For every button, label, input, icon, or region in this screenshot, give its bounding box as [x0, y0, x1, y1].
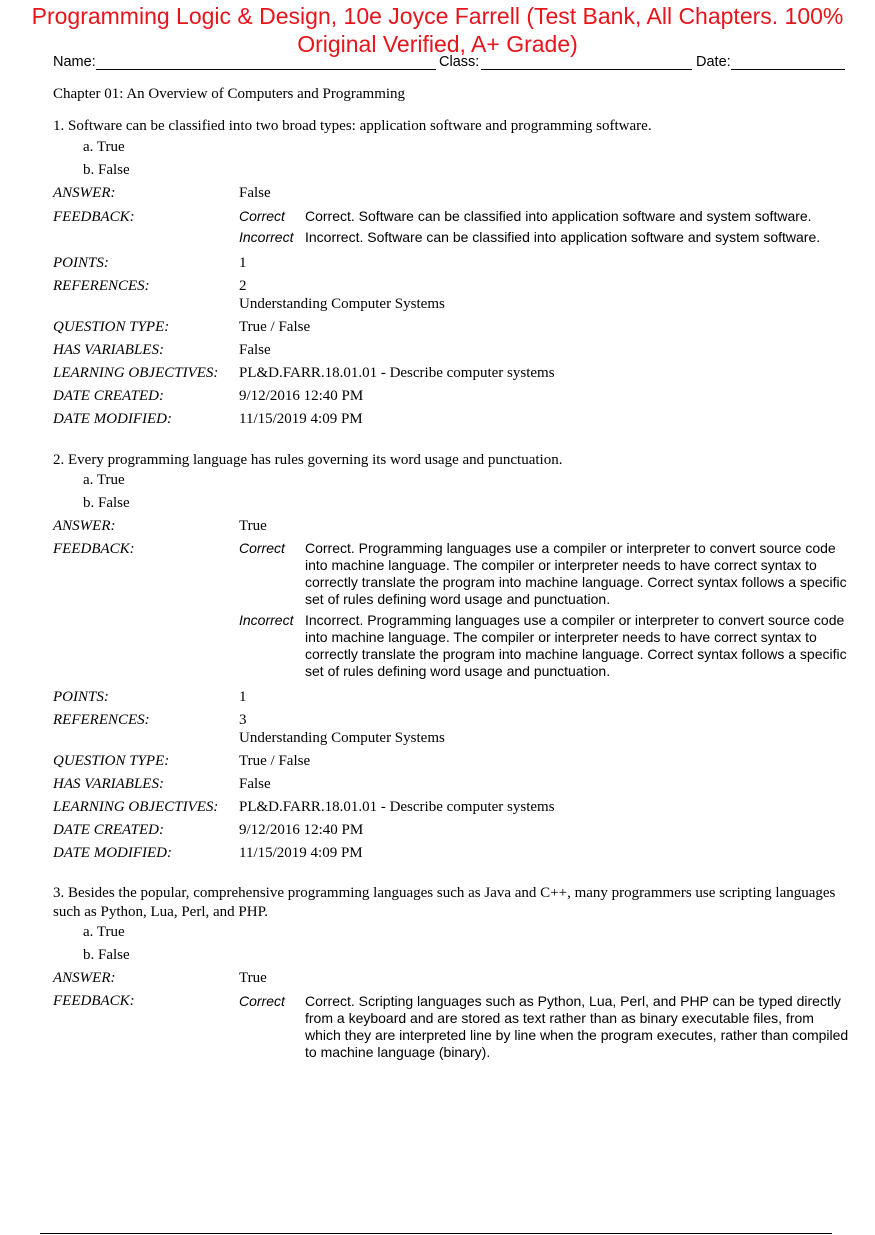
- feedback-correct-text: Correct. Software can be classified into application software and system software.: [305, 208, 812, 224]
- date-modified-label: DATE MODIFIED:: [53, 411, 172, 427]
- points-label: POINTS:: [53, 255, 109, 271]
- answer-value: True: [239, 970, 267, 986]
- feedback-label: FEEDBACK:: [53, 993, 135, 1009]
- references-label: REFERENCES:: [53, 712, 150, 728]
- points-value: 1: [239, 255, 247, 271]
- points-label: POINTS:: [53, 689, 109, 705]
- title-banner: [0, 2, 875, 58]
- class-field[interactable]: [481, 69, 692, 70]
- option-b: b. False: [83, 162, 130, 178]
- date-modified-value: 11/15/2019 4:09 PM: [239, 845, 363, 861]
- references-page: 2: [239, 278, 247, 294]
- answer-value: False: [239, 185, 271, 201]
- references-section: Understanding Computer Systems: [239, 730, 445, 746]
- option-a: a. True: [83, 472, 125, 488]
- question-type-value: True / False: [239, 753, 311, 769]
- feedback-correct-text: Correct. Programming languages use a compiler or interpreter to convert source code into machine language. The compiler or interpreter needs to have correct syntax to correctly translate the program into machine language. Correct syntax follows a specific set of rules defining word usage and punctuation.: [305, 540, 847, 607]
- question-text: 1. Software can be classified into two broad types: application software and programming software.: [53, 118, 652, 134]
- answer-value: True: [239, 518, 267, 534]
- date-created-label: DATE CREATED:: [53, 822, 164, 838]
- has-variables-value: False: [239, 342, 271, 358]
- feedback-incorrect-tag: Incorrect: [239, 229, 294, 245]
- learning-objectives-value: PL&D.FARR.18.01.01 - Describe computer systems: [239, 365, 555, 381]
- answer-label: ANSWER:: [53, 185, 116, 201]
- question-text: 3. Besides the popular, comprehensive programming languages such as Java and C++, many programmers use scripting languages such as Python, Lua, Perl, and PHP.: [53, 885, 836, 920]
- date-field[interactable]: [731, 69, 845, 70]
- answer-label: ANSWER:: [53, 970, 116, 986]
- name-label: Name:: [53, 54, 96, 70]
- question-type-label: QUESTION TYPE:: [53, 753, 170, 769]
- references-page: 3: [239, 712, 247, 728]
- feedback-correct-tag: Correct: [239, 208, 285, 224]
- class-label: Class:: [439, 54, 480, 70]
- learning-objectives-label: LEARNING OBJECTIVES:: [53, 799, 219, 815]
- feedback-incorrect-tag: Incorrect: [239, 612, 294, 628]
- date-created-value: 9/12/2016 12:40 PM: [239, 822, 364, 838]
- learning-objectives-label: LEARNING OBJECTIVES:: [53, 365, 219, 381]
- question-type-value: True / False: [239, 319, 311, 335]
- footer-rule: [40, 1233, 832, 1234]
- date-label: Date:: [696, 54, 731, 70]
- feedback-label: FEEDBACK:: [53, 209, 135, 225]
- question-type-label: QUESTION TYPE:: [53, 319, 170, 335]
- feedback-label: FEEDBACK:: [53, 541, 135, 557]
- date-modified-value: 11/15/2019 4:09 PM: [239, 411, 363, 427]
- feedback-incorrect-text: Incorrect. Programming languages use a compiler or interpreter to convert source code into machine language. The compiler or interpreter needs to have correct syntax to correctly translate the program into machine language. Correct syntax follows a specific set of rules defining word usage and punctuation.: [305, 612, 847, 679]
- option-a: a. True: [83, 139, 125, 155]
- answer-label: ANSWER:: [53, 518, 116, 534]
- has-variables-label: HAS VARIABLES:: [53, 776, 164, 792]
- has-variables-label: HAS VARIABLES:: [53, 342, 164, 358]
- has-variables-value: False: [239, 776, 271, 792]
- points-value: 1: [239, 689, 247, 705]
- header-fields: [53, 53, 848, 73]
- date-created-label: DATE CREATED:: [53, 388, 164, 404]
- option-a: a. True: [83, 924, 125, 940]
- option-b: b. False: [83, 947, 130, 963]
- title-line-2: Original Verified, A+ Grade): [297, 31, 578, 57]
- name-field[interactable]: [96, 69, 436, 70]
- feedback-correct-text: Correct. Scripting languages such as Python, Lua, Perl, and PHP can be typed directly from a keyboard and are stored as text rather than as binary executable files, from which they are interpreted line by line when the program executes, rather than compiled to machine language (binary).: [305, 993, 849, 1060]
- chapter-title: Chapter 01: An Overview of Computers and Programming: [53, 86, 406, 102]
- references-label: REFERENCES:: [53, 278, 150, 294]
- feedback-incorrect-text: Incorrect. Software can be classified into application software and system software.: [305, 229, 821, 245]
- date-created-value: 9/12/2016 12:40 PM: [239, 388, 364, 404]
- feedback-correct-tag: Correct: [239, 993, 285, 1009]
- date-modified-label: DATE MODIFIED:: [53, 845, 172, 861]
- question-text: 2. Every programming language has rules governing its word usage and punctuation.: [53, 452, 563, 468]
- learning-objectives-value: PL&D.FARR.18.01.01 - Describe computer systems: [239, 799, 555, 815]
- title-line-1: Programming Logic & Design, 10e Joyce Farrell (Test Bank, All Chapters. 100%: [31, 3, 844, 29]
- references-section: Understanding Computer Systems: [239, 296, 445, 312]
- option-b: b. False: [83, 495, 130, 511]
- feedback-correct-tag: Correct: [239, 540, 285, 556]
